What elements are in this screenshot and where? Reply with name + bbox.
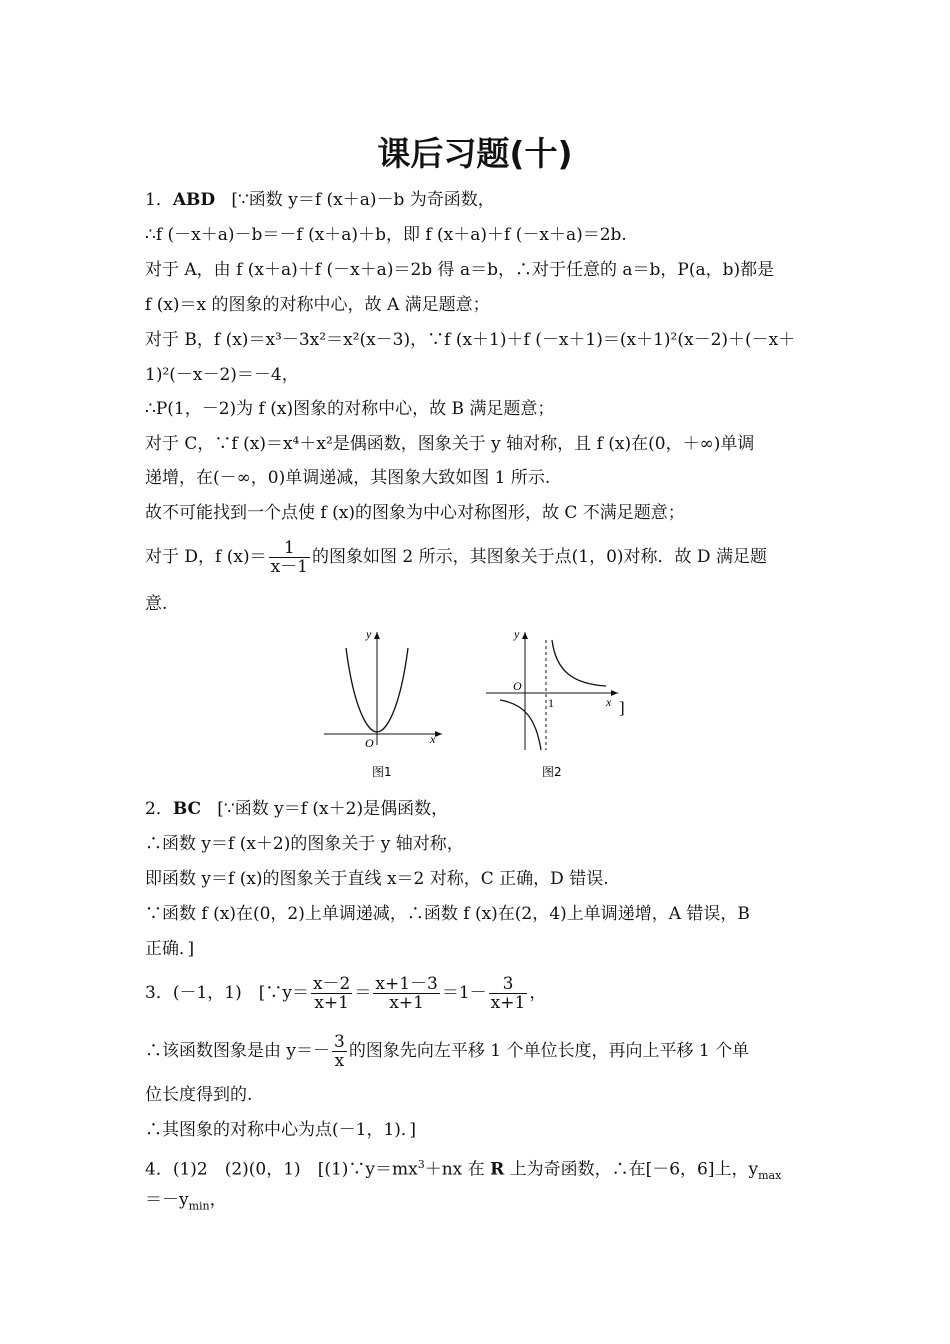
fig1-x-label: x xyxy=(430,732,436,746)
fraction-x-minus-2-over-x-plus-1 xyxy=(311,975,352,1012)
p4-superscript: 3 xyxy=(417,1158,425,1171)
p1-line-11 xyxy=(145,536,810,578)
p2-number: 2． xyxy=(145,799,173,819)
fig2-x-arrow xyxy=(611,690,618,696)
fraction-denominator: x+1 xyxy=(490,993,526,1013)
p1-line-7: ∴P(1，－2)为 f (x)图象的对称中心，故 B 满足题意； xyxy=(145,399,555,419)
p1-text-1: [∵函数 y＝f (x＋a)－b 为奇函数， xyxy=(231,190,495,210)
fraction-numerator: x+1－3 xyxy=(375,974,438,994)
p4-middle: ＋nx 在 xyxy=(424,1159,491,1180)
p1-line-2: ∴f (－x＋a)－b＝－f (x＋a)＋b，即 f (x＋a)＋f (－x＋a)＝2b. xyxy=(145,225,627,245)
fraction-numerator: 1 xyxy=(269,539,310,558)
p4-prefix: 4．(1)2 (2)(0，1) [(1)∵y＝mx xyxy=(145,1159,418,1180)
p1-line-6: 1)²(－x－2)＝－4， xyxy=(145,365,299,385)
p1-line-1 xyxy=(145,188,810,212)
p3-equals-2: ＝1－ xyxy=(441,983,487,1003)
p4-line-1 xyxy=(145,1153,810,1188)
p4-l2-suffix: ， xyxy=(209,1190,227,1210)
p2-line-1 xyxy=(145,797,810,821)
p3-line-3: 位长度得到的. xyxy=(145,1085,253,1105)
p1-line-9: 递增，在(－∞，0)单调递减，其图象大致如图 1 所示. xyxy=(145,468,551,488)
p3-suffix: ， xyxy=(529,983,547,1003)
fig2-origin-label: O xyxy=(513,679,522,693)
p2-text-1: [∵函数 y＝f (x＋2)是偶函数， xyxy=(217,799,449,819)
p1-line-3: 对于 A，由 f (x＋a)＋f (－x＋a)＝2b 得 a＝b，∴对于任意的 a＝b，P(a，b)都是 xyxy=(145,260,775,280)
p1-line-4: f (x)＝x 的图象的对称中心，故 A 满足题意； xyxy=(145,295,490,315)
p3-l2-prefix: ∴该函数图象是由 y＝－ xyxy=(145,1041,331,1061)
fraction-denominator: x xyxy=(334,1051,345,1071)
p1-line-10: 故不可能找到一个点使 f (x)的图象为中心对称图形，故 C 不满足题意； xyxy=(145,503,685,523)
fig2-close-bracket: ] xyxy=(619,698,625,717)
fraction-denominator: x+1 xyxy=(314,993,349,1013)
fig2-y-arrow xyxy=(522,632,528,639)
figure-2-graph xyxy=(478,620,638,785)
p1-line-8: 对于 C，∵f (x)＝x⁴＋x²是偶函数，图象关于 y 轴对称，且 f (x)在(0，＋∞)单调 xyxy=(145,434,755,454)
p4-sub-max: max xyxy=(758,1169,782,1183)
fig2-caption: 图2 xyxy=(542,765,562,779)
fraction-numerator: 3 xyxy=(334,1032,345,1052)
fraction-x-plus-1-minus-3-over-x-plus-1 xyxy=(373,975,439,1012)
p1-line-5: 对于 B，f (x)＝x³－3x²＝x²(x－3)，∵f (x＋1)＋f (－x＋1)＝(x＋1)²(x－2)＋(－x＋ xyxy=(145,330,796,350)
p3-equals-1: ＝ xyxy=(354,983,372,1003)
p2-line-2: ∴函数 y＝f (x＋2)的图象关于 y 轴对称， xyxy=(145,834,464,854)
figure-1-graph xyxy=(322,620,450,785)
fraction-denominator: x－1 xyxy=(270,557,308,577)
p3-l2-suffix: 的图象先向左平移 1 个单位长度，再向上平移 1 个单 xyxy=(348,1041,750,1061)
p2-line-4: ∵函数 f (x)在(0，2)上单调递减，∴函数 f (x)在(2，4)上单调递增，A 错误，B xyxy=(145,904,750,924)
p1-line-12: 意. xyxy=(145,594,168,614)
p2-answer-label: BC xyxy=(172,799,202,819)
fig2-tick-1: 1 xyxy=(548,696,554,710)
p4-bold-R: R xyxy=(490,1159,505,1180)
fig1-origin-label: O xyxy=(365,736,374,750)
fraction-3-over-x-plus-1 xyxy=(489,975,528,1012)
p3-line-1 xyxy=(145,972,810,1014)
page-title: 课后习题(十) xyxy=(377,134,573,173)
fig2-curve-left xyxy=(500,700,541,750)
fig1-caption: 图1 xyxy=(372,765,392,779)
p4-l2-prefix: ＝－y xyxy=(145,1190,189,1210)
p1-answer-label: ABD xyxy=(172,190,216,210)
p1-d-suffix: 的图象如图 2 所示，其图象关于点(1，0)对称．故 D 满足题 xyxy=(312,547,767,567)
p3-prefix: 3．(－1，1) [∵y＝ xyxy=(145,983,309,1003)
fraction-1-over-x-minus-1 xyxy=(269,539,310,576)
p2-line-3: 即函数 y＝f (x)的图象关于直线 x＝2 对称，C 正确，D 错误. xyxy=(145,869,609,889)
fig2-y-label: y xyxy=(514,627,520,641)
p4-sub-min: min xyxy=(188,1199,210,1213)
fig2-x-label: x xyxy=(606,695,612,709)
fraction-3-over-x xyxy=(332,1033,347,1070)
fraction-numerator: 3 xyxy=(489,975,528,994)
fig1-y-arrow xyxy=(374,632,380,639)
fig1-x-arrow xyxy=(435,731,442,737)
p1-d-prefix: 对于 D，f (x)＝ xyxy=(145,547,267,567)
fig2-curve-right xyxy=(552,640,606,686)
p2-line-5: 正确．] xyxy=(145,939,195,959)
p1-number: 1． xyxy=(145,190,173,210)
p3-line-2 xyxy=(145,1030,810,1072)
fig1-y-label: y xyxy=(366,627,372,641)
p3-line-4: ∴其图象的对称中心为点(－1，1)．] xyxy=(145,1120,417,1140)
fraction-denominator: x+1 xyxy=(389,993,424,1013)
fraction-numerator: x－2 xyxy=(312,974,351,994)
p4-suffix: 上为奇函数，∴在[－6，6]上，y xyxy=(504,1159,759,1180)
p4-line-2 xyxy=(145,1188,810,1218)
